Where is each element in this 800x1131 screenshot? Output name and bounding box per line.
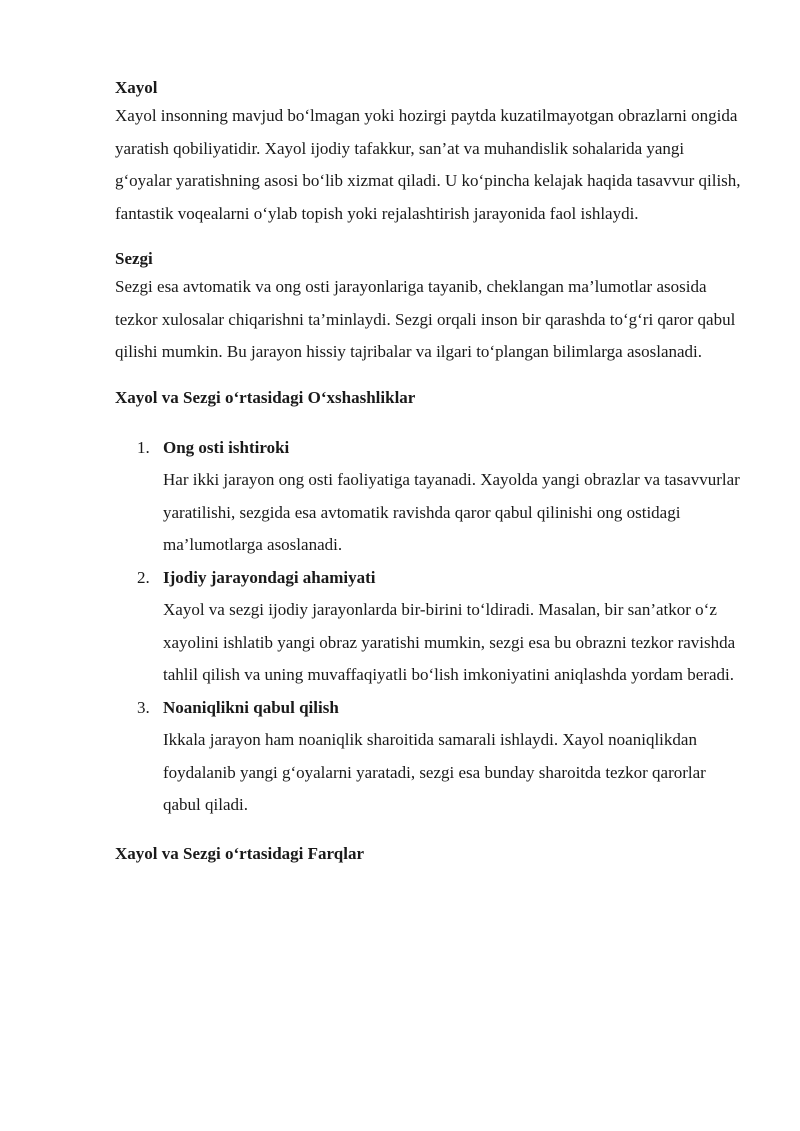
- list-item: [115, 692, 745, 822]
- list-number: 2.: [137, 567, 150, 587]
- list-item-title: Ong osti ishtiroki: [163, 437, 290, 457]
- similarities-list: [115, 432, 745, 822]
- similarities-title: Xayol va Sezgi o‘rtasidagi O‘xshashliklar: [115, 387, 416, 407]
- section-paragraph: Sezgi esa avtomatik va ong osti jarayonlariga tayanib, cheklangan ma’lumotlar asosida tezkor xulosalar chiqarishni ta’minlaydi. Sezgi orqali inson bir qarashda to‘g‘ri qaror qabul qilishi mumkin. Bu jarayon hissiy tajribalar va ilgari to‘plangan bilimlarga asoslanadi.: [115, 277, 736, 361]
- list-item-title: Ijodiy jarayondagi ahamiyati: [163, 567, 376, 587]
- list-item: [115, 562, 745, 692]
- list-number: 3.: [137, 697, 150, 717]
- list-item-text: Xayol va sezgi ijodiy jarayonlarda bir-birini to‘ldiradi. Masalan, bir san’atkor o‘z xayolini ishlatib yangi obraz yaratishi mumkin, sezgi esa bu obrazni tezkor ravishda tahlil qilish va uning muvaffaqiyatli bo‘lish imkoniyatini aniqlashda yordam beradi.: [163, 600, 736, 684]
- section-paragraph: Xayol insonning mavjud bo‘lmagan yoki hozirgi paytda kuzatilmayotgan obrazlarni ongida yaratish qobiliyatidir. Xayol ijodiy tafakkur, san’at va muhandislik sohalarida yangi g‘oyalar yaratishning asosi bo‘lib xizmat qiladi. U ko‘pincha kelajak haqida tasavvur qilish, fantastik voqealarni o‘ylab topish yoki rejalashtirish jarayonida faol ishlaydi.: [115, 106, 741, 223]
- list-number: 1.: [137, 437, 150, 457]
- list-item-text: Ikkala jarayon ham noaniqlik sharoitida samarali ishlaydi. Xayol noaniqlikdan foydalanib yangi g‘oyalarni yaratadi, sezgi esa bunday sharoitda tezkor qarorlar qabul qiladi.: [163, 730, 706, 814]
- list-item-title: Noaniqlikni qabul qilish: [163, 697, 339, 717]
- list-item: [115, 432, 745, 562]
- section-heading: Xayol: [115, 78, 158, 97]
- section-heading: Sezgi: [115, 249, 153, 268]
- section-sezgi: [115, 247, 745, 369]
- differences-title: Xayol va Sezgi o‘rtasidagi Farqlar: [115, 843, 364, 863]
- section-xayol: [115, 76, 745, 230]
- list-item-text: Har ikki jarayon ong osti faoliyatiga tayanadi. Xayolda yangi obrazlar va tasavvurlar yaratilishi, sezgida esa avtomatik ravishda qaror qabul qilinishi ong ostidagi ma’lumotlarga asoslanadi.: [163, 470, 740, 554]
- document-page: [115, 76, 745, 888]
